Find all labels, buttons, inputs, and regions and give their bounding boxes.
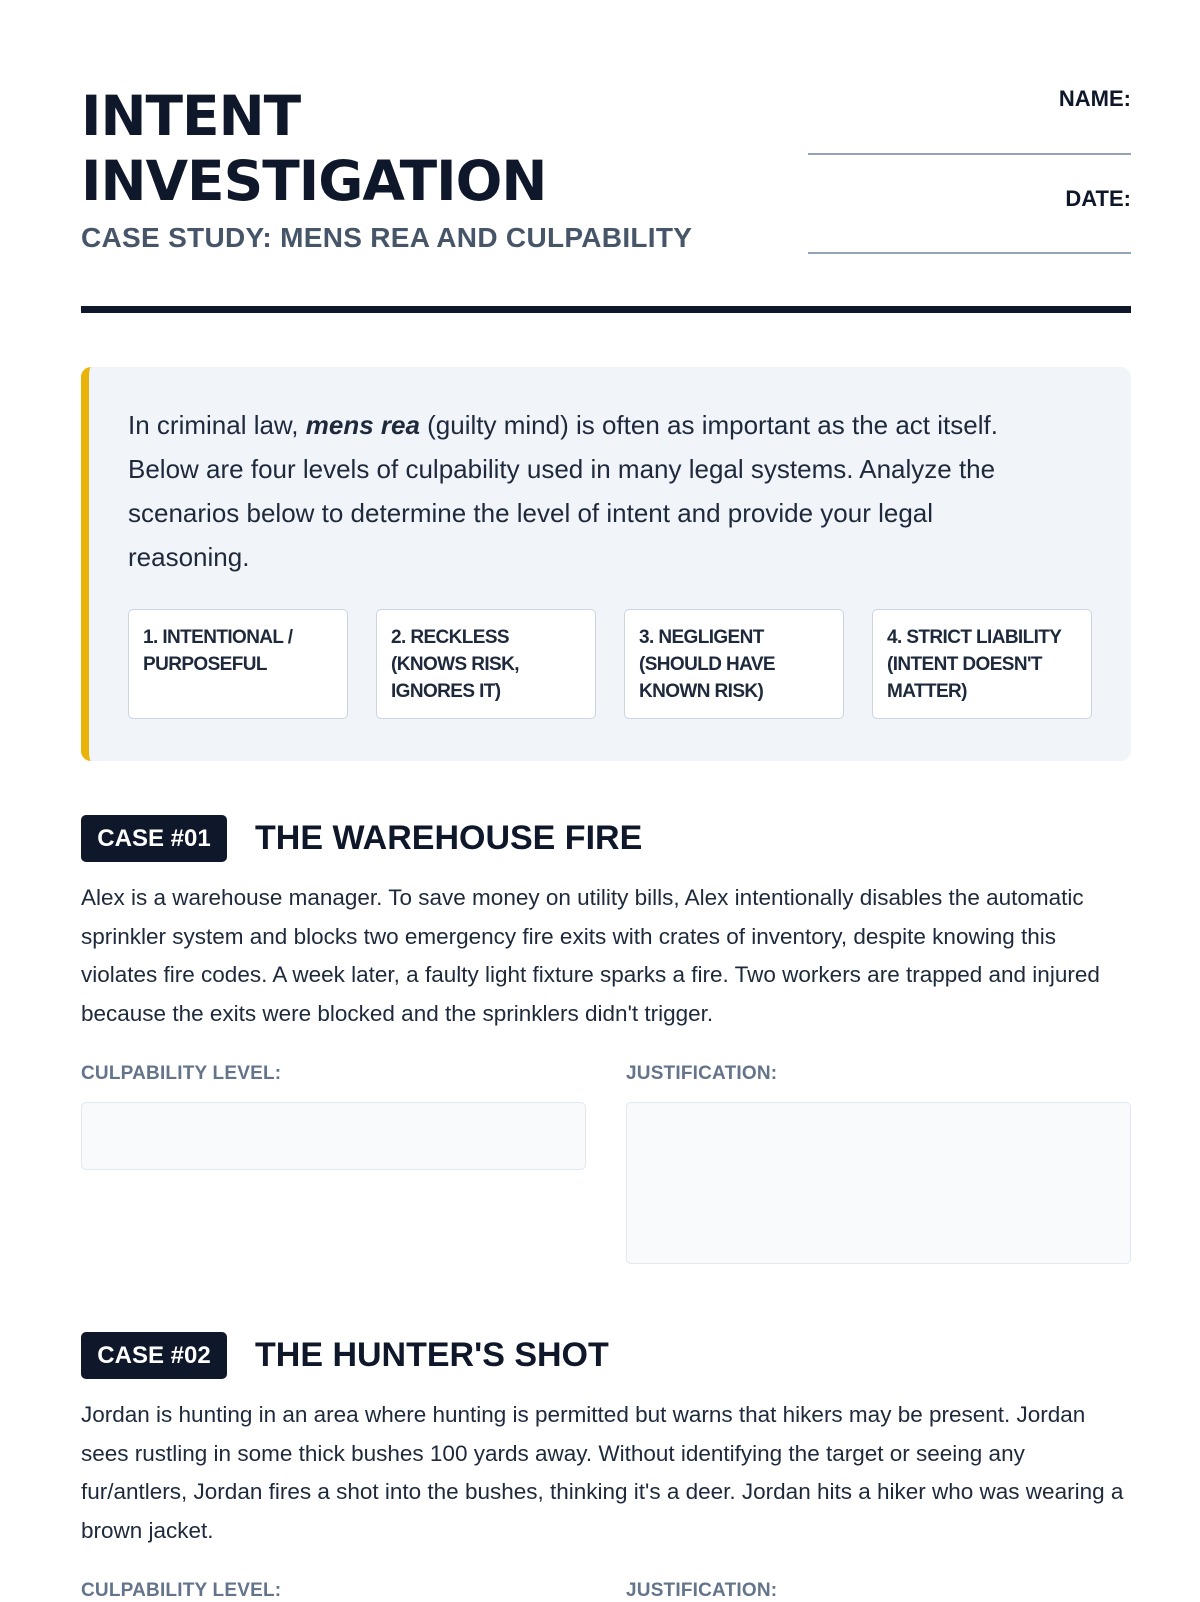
case-1-header (81, 815, 1131, 863)
case-2 (81, 1332, 1131, 1601)
intro-text (128, 403, 1058, 579)
case-2-header (81, 1332, 1131, 1380)
case-1-culpability-label: CULPABILITY LEVEL: (81, 1063, 282, 1084)
case-1-justification-input[interactable] (626, 1102, 1131, 1264)
level-card-3: 3. NEGLIGENT (SHOULD HAVE KNOWN RISK) (624, 609, 844, 719)
level-card-2: 2. RECKLESS (KNOWS RISK, IGNORES IT) (376, 609, 596, 719)
culpability-levels (128, 609, 1092, 719)
case-1-badge: CASE #01 (81, 815, 227, 862)
case-1-title: THE WAREHOUSE FIRE (255, 819, 643, 857)
intro-text-after: (guilty mind) is often as important as the act itself. Below are four levels of culpability used in many legal systems. Analyze the scenarios below to determine the level of intent and provide your legal reasoning. (128, 410, 998, 572)
worksheet-header (81, 0, 1131, 313)
worksheet-page (81, 0, 1131, 1601)
title-line-2: INVESTIGATION (81, 149, 547, 213)
date-label: DATE: (1065, 186, 1131, 211)
case-2-description: Jordan is hunting in an area where hunting is permitted but warns that hikers may be present. Jordan sees rustling in some thick bushes 100 yards away. Without identifying the target or seeing any fur/antlers, Jordan fires a shot into the bushes, thinking it's a deer. Jordan hits a hiker who was wearing a brown jacket. (81, 1402, 1124, 1543)
case-2-title: THE HUNTER'S SHOT (255, 1336, 609, 1374)
intro-panel (81, 367, 1131, 761)
name-field[interactable] (808, 153, 1131, 155)
title-line-1: INTENT (81, 84, 301, 148)
intro-emphasis: mens rea (305, 410, 420, 440)
level-card-4: 4. STRICT LIABILITY (INTENT DOESN'T MATTER) (872, 609, 1092, 719)
case-2-badge: CASE #02 (81, 1332, 227, 1379)
level-card-1: 1. INTENTIONAL / PURPOSEFUL (128, 609, 348, 719)
case-1-description: Alex is a warehouse manager. To save money on utility bills, Alex intentionally disables the automatic sprinkler system and blocks two emergency fire exits with crates of inventory, despite knowing this violates fire codes. A week later, a faulty light fixture sparks a fire. Two workers are trapped and injured because the exits were blocked and the sprinklers didn't trigger. (81, 885, 1100, 1026)
date-field[interactable] (808, 252, 1131, 254)
case-1-culpability-input[interactable] (81, 1102, 586, 1170)
case-2-culpability-label: CULPABILITY LEVEL: (81, 1580, 282, 1601)
page-title (81, 84, 721, 214)
case-1-justification-label: JUSTIFICATION: (626, 1063, 778, 1084)
case-1 (81, 815, 1131, 1084)
intro-text-before: In criminal law, (128, 410, 306, 440)
page-subtitle: CASE STUDY: MENS REA AND CULPABILITY (81, 222, 693, 253)
case-2-justification-label: JUSTIFICATION: (626, 1580, 778, 1601)
name-label: NAME: (1058, 86, 1131, 111)
header-divider (81, 306, 1131, 313)
